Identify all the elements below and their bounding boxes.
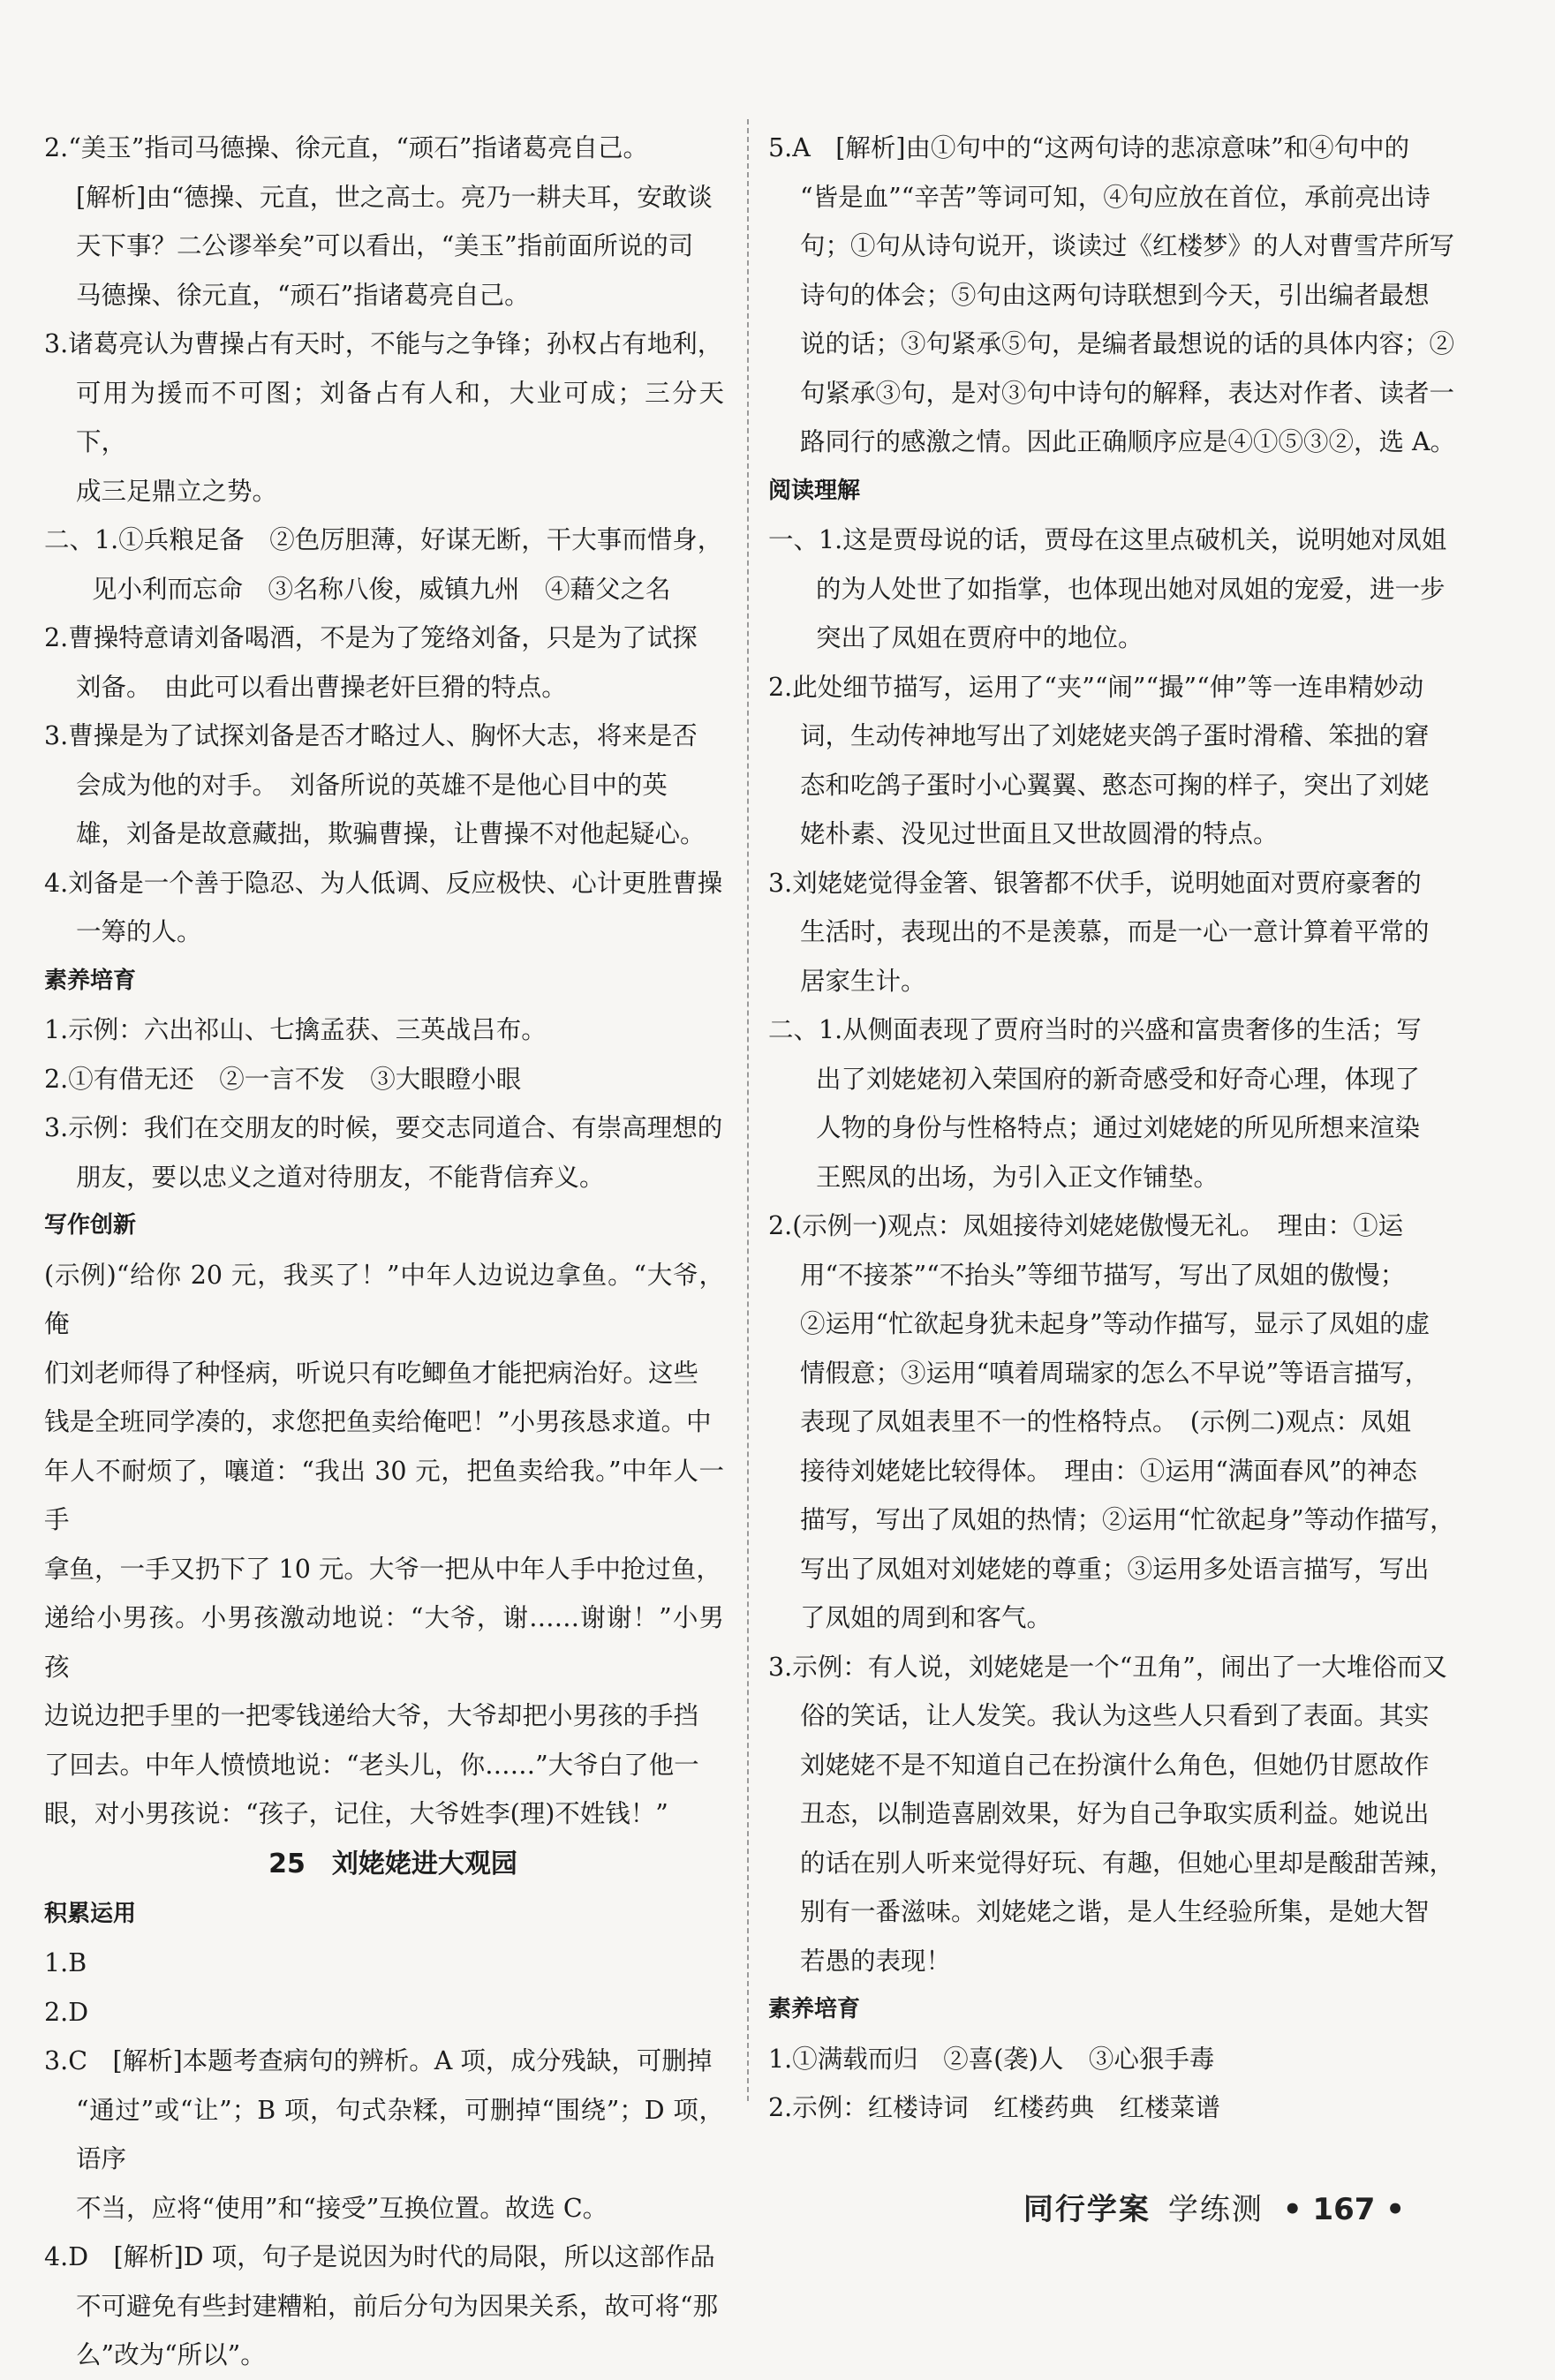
jilei-answer-3: 3.C [解析]本题考查病句的辨析。A 项，成分残缺，可删掉 xyxy=(44,2046,713,2075)
jilei-answer-5-cont: 说的话；③句紧承⑤句，是编者最想说的话的具体内容；② xyxy=(800,329,1455,358)
jilei-answer-5-cont: 诗句的体会；⑤句由这两句诗联想到今天，引出编者最想 xyxy=(800,280,1430,310)
jilei-answer-5: 5.A [解析]由①句中的“这两句诗的悲凉意味”和④句中的 xyxy=(768,133,1410,162)
writing-line: (示例)“给你 20 元，我买了！”中年人边说边拿鱼。“大爷，俺 xyxy=(44,1260,724,1338)
suyang-answer-1: 1.示例：六出祁山、七擒孟获、三英战吕布。 xyxy=(44,1015,547,1044)
jilei-answer-4: 4.D [解析]D 项，句子是说因为时代的局限，所以这部作品 xyxy=(44,2242,715,2271)
jilei-answer-3-cont: “通过”或“让”；B 项，句式杂糅，可删掉“围绕”；D 项，语序 xyxy=(76,2095,724,2173)
section-heading-suyang: 素养培育 xyxy=(44,967,137,994)
reading-2-answer-2-cont: ②运用“忙欲起身犹未起身”等动作描写，显示了凤姐的虚 xyxy=(800,1309,1430,1338)
reading-answer-1: 一、1.这是贾母说的话，贾母在这里点破机关，说明她对凤姐 xyxy=(768,525,1447,554)
section-2-answer-4: 4.刘备是一个善于隐忍、为人低调、反应极快、心计更胜曹操 xyxy=(44,868,723,898)
section-2-answer-3-cont: 雄，刘备是故意藏拙，欺骗曹操，让曹操不对他起疑心。 xyxy=(76,819,706,848)
reading-2-answer-1: 二、1.从侧面表现了贾府当时的兴盛和富贵奢侈的生活；写 xyxy=(768,1015,1422,1044)
writing-line: 钱是全班同学凑的，求您把鱼卖给俺吧！”小男孩恳求道。中 xyxy=(44,1407,712,1436)
right-column xyxy=(768,124,1475,2133)
column-divider xyxy=(747,119,749,2101)
writing-line: 眼，对小男孩说：“孩子，记住，大爷姓李(理)不姓钱！” xyxy=(44,1799,668,1828)
writing-line: 递给小男孩。小男孩激动地说：“大爷，谢……谢谢！”小男孩 xyxy=(44,1603,724,1682)
reading-2-answer-3: 3.示例：有人说，刘姥姥是一个“丑角”，闹出了一大堆俗而又 xyxy=(768,1652,1447,1682)
suyang-2-answer-1: 1.①满载而归 ②喜(袭)人 ③心狠手毒 xyxy=(768,2044,1215,2074)
reading-2-answer-2-cont: 情假意；③运用“嗔着周瑞家的怎么不早说”等语言描写， xyxy=(800,1358,1430,1388)
answer-3-cont: 成三足鼎立之势。 xyxy=(76,476,278,506)
analysis-text: 马德操、徐元直，“顽石”指诸葛亮自己。 xyxy=(76,280,530,310)
jilei-answer-5-cont: 句紧承③句，是对③句中诗句的解释，表达对作者、读者一 xyxy=(800,378,1455,408)
reading-answer-2-cont: 姥朴素、没见过世面且又世故圆滑的特点。 xyxy=(800,819,1279,848)
analysis-text: 天下事？二公谬举矣”可以看出，“美玉”指前面所说的司 xyxy=(76,231,694,260)
jilei-answer-1: 1.B xyxy=(44,1948,87,1977)
footer-subtitle: 学练测 xyxy=(1167,2192,1264,2227)
section-heading-suyang-2: 素养培育 xyxy=(768,1996,861,2022)
section-heading-jilei: 积累运用 xyxy=(44,1900,137,1927)
reading-2-answer-3-cont: 的话在别人听来觉得好玩、有趣，但她心里却是酸甜苦辣， xyxy=(800,1848,1455,1878)
section-2-answer-3: 3.曹操是为了试探刘备是否才略过人、胸怀大志，将来是否 xyxy=(44,721,698,750)
section-2-answer-2: 2.曹操特意请刘备喝酒，不是为了笼络刘备，只是为了试探 xyxy=(44,623,698,652)
reading-2-answer-1-cont: 人物的身份与性格特点；通过刘姥姥的所见所想来渲染 xyxy=(816,1113,1421,1142)
reading-answer-3-cont: 生活时，表现出的不是羡慕，而是一心一意计算着平常的 xyxy=(800,917,1430,946)
section-2-answer-1-cont: 见小利而忘命 ③名称八俊，威镇九州 ④藉父之名 xyxy=(92,574,671,604)
jilei-answer-4-cont: 不可避免有些封建糟粕，前后分句为因果关系，故可将“那 xyxy=(76,2291,719,2321)
section-2-answer-1: 二、1.①兵粮足备 ②色厉胆薄，好谋无断，干大事而惜身， xyxy=(44,525,723,554)
section-2-answer-4-cont: 一筹的人。 xyxy=(76,917,202,946)
reading-2-answer-1-cont: 王熙凤的出场，为引入正文作铺垫。 xyxy=(816,1162,1219,1192)
section-heading-xiezuo: 写作创新 xyxy=(44,1212,137,1239)
reading-2-answer-3-cont: 别有一番滋味。刘姥姥之谐，是人生经验所集，是她大智 xyxy=(800,1897,1430,1926)
jilei-answer-2: 2.D xyxy=(44,1997,89,2027)
reading-2-answer-2-cont: 写出了凤姐对刘姥姥的尊重；③运用多处语言描写，写出 xyxy=(800,1554,1430,1584)
jilei-answer-3-cont: 不当，应将“使用”和“接受”互换位置。故选 C。 xyxy=(76,2193,608,2223)
reading-2-answer-1-cont: 出了刘姥姥初入荣国府的新奇感受和好奇心理，体现了 xyxy=(816,1064,1421,1094)
reading-2-answer-2-cont: 接待刘姥姥比较得体。 理由：①运用“满面春风”的神态 xyxy=(800,1456,1417,1486)
reading-answer-3: 3.刘姥姥觉得金箸、银箸都不伏手，说明她面对贾府豪奢的 xyxy=(768,868,1422,898)
reading-2-answer-3-cont: 俗的笑话，让人发笑。我认为这些人只看到了表面。其实 xyxy=(800,1701,1430,1730)
reading-answer-1-cont: 的为人处世了如指掌，也体现出她对凤姐的宠爱，进一步 xyxy=(816,574,1446,604)
suyang-2-answer-2: 2.示例：红楼诗词 红楼药典 红楼菜谱 xyxy=(768,2093,1220,2122)
footer-brand: 同行学案 xyxy=(1023,2192,1151,2227)
jilei-answer-5-cont: 句；①句从诗句说开，谈读过《红楼梦》的人对曹雪芹所写 xyxy=(800,231,1455,260)
jilei-answer-5-cont: “皆是血”“辛苦”等词可知，④句应放在首位，承前亮出诗 xyxy=(800,182,1430,212)
jilei-answer-4-cont: 么”改为“所以”。 xyxy=(76,2340,266,2369)
reading-answer-1-cont: 突出了凤姐在贾府中的地位。 xyxy=(816,623,1144,652)
writing-line: 了回去。中年人愤愤地说：“老头儿，你……”大爷白了他一 xyxy=(44,1750,699,1780)
page-number: • 167 • xyxy=(1282,2192,1405,2227)
reading-2-answer-2-cont: 描写，写出了凤姐的热情；②运用“忙欲起身”等动作描写， xyxy=(800,1505,1455,1534)
page-footer xyxy=(1023,2185,1405,2228)
writing-line: 们刘老师得了种怪病，听说只有吃鲫鱼才能把病治好。这些 xyxy=(44,1358,699,1388)
section-2-answer-3-cont: 会成为他的对手。 刘备所说的英雄不是他心目中的英 xyxy=(76,770,668,800)
writing-line: 边说边把手里的一把零钱递给大爷，大爷却把小男孩的手挡 xyxy=(44,1701,699,1730)
section-2-answer-2-cont: 刘备。 由此可以看出曹操老奸巨猾的特点。 xyxy=(76,672,567,702)
left-column xyxy=(44,124,724,2380)
analysis-text: [解析]由“德操、元直，世之高士。亮乃一耕夫耳，安敢谈 xyxy=(76,182,713,212)
suyang-answer-3-cont: 朋友，要以忠义之道对待朋友，不能背信弃义。 xyxy=(76,1162,605,1192)
answer-2: 2.“美玉”指司马德操、徐元直，“顽石”指诸葛亮自己。 xyxy=(44,133,648,162)
writing-line: 拿鱼，一手又扔下了 10 元。大爷一把从中年人手中抢过鱼， xyxy=(44,1554,721,1584)
jilei-answer-5-cont: 路同行的感激之情。因此正确顺序应是④①⑤③②，选 A。 xyxy=(800,427,1456,456)
reading-2-answer-2-cont: 了凤姐的周到和客气。 xyxy=(800,1603,1053,1632)
reading-2-answer-2: 2.(示例一)观点：凤姐接待刘姥姥傲慢无礼。 理由：①运 xyxy=(768,1211,1404,1240)
answer-3: 3.诸葛亮认为曹操占有天时，不能与之争锋；孙权占有地利， xyxy=(44,329,723,358)
writing-line: 年人不耐烦了，嚷道：“我出 30 元，把鱼卖给我。”中年人一手 xyxy=(44,1456,724,1534)
reading-2-answer-3-cont: 丑态，以制造喜剧效果，好为自己争取实质利益。她说出 xyxy=(800,1799,1430,1828)
answer-3-cont: 可用为援而不可图；刘备占有人和，大业可成；三分天下， xyxy=(76,378,724,456)
reading-2-answer-3-cont: 刘姥姥不是不知道自己在扮演什么角色，但她仍甘愿故作 xyxy=(800,1750,1430,1780)
lesson-title: 25 刘姥姥进大观园 xyxy=(268,1848,517,1879)
reading-answer-3-cont: 居家生计。 xyxy=(800,966,926,996)
section-heading-yuedu: 阅读理解 xyxy=(768,477,861,504)
reading-2-answer-2-cont: 表现了凤姐表里不一的性格特点。 (示例二)观点：凤姐 xyxy=(800,1407,1411,1436)
reading-answer-2-cont: 词，生动传神地写出了刘姥姥夹鸽子蛋时滑稽、笨拙的窘 xyxy=(800,721,1430,750)
suyang-answer-2: 2.①有借无还 ②一言不发 ③大眼瞪小眼 xyxy=(44,1064,522,1094)
reading-2-answer-3-cont: 若愚的表现！ xyxy=(800,1946,952,1976)
reading-answer-2: 2.此处细节描写，运用了“夹”“闹”“撮”“伸”等一连串精妙动 xyxy=(768,672,1424,702)
reading-2-answer-2-cont: 用“不接茶”“不抬头”等细节描写，写出了凤姐的傲慢； xyxy=(800,1260,1406,1290)
suyang-answer-3: 3.示例：我们在交朋友的时候，要交志同道合、有崇高理想的 xyxy=(44,1113,723,1142)
reading-answer-2-cont: 态和吃鸽子蛋时小心翼翼、憨态可掬的样子，突出了刘姥 xyxy=(800,770,1430,800)
